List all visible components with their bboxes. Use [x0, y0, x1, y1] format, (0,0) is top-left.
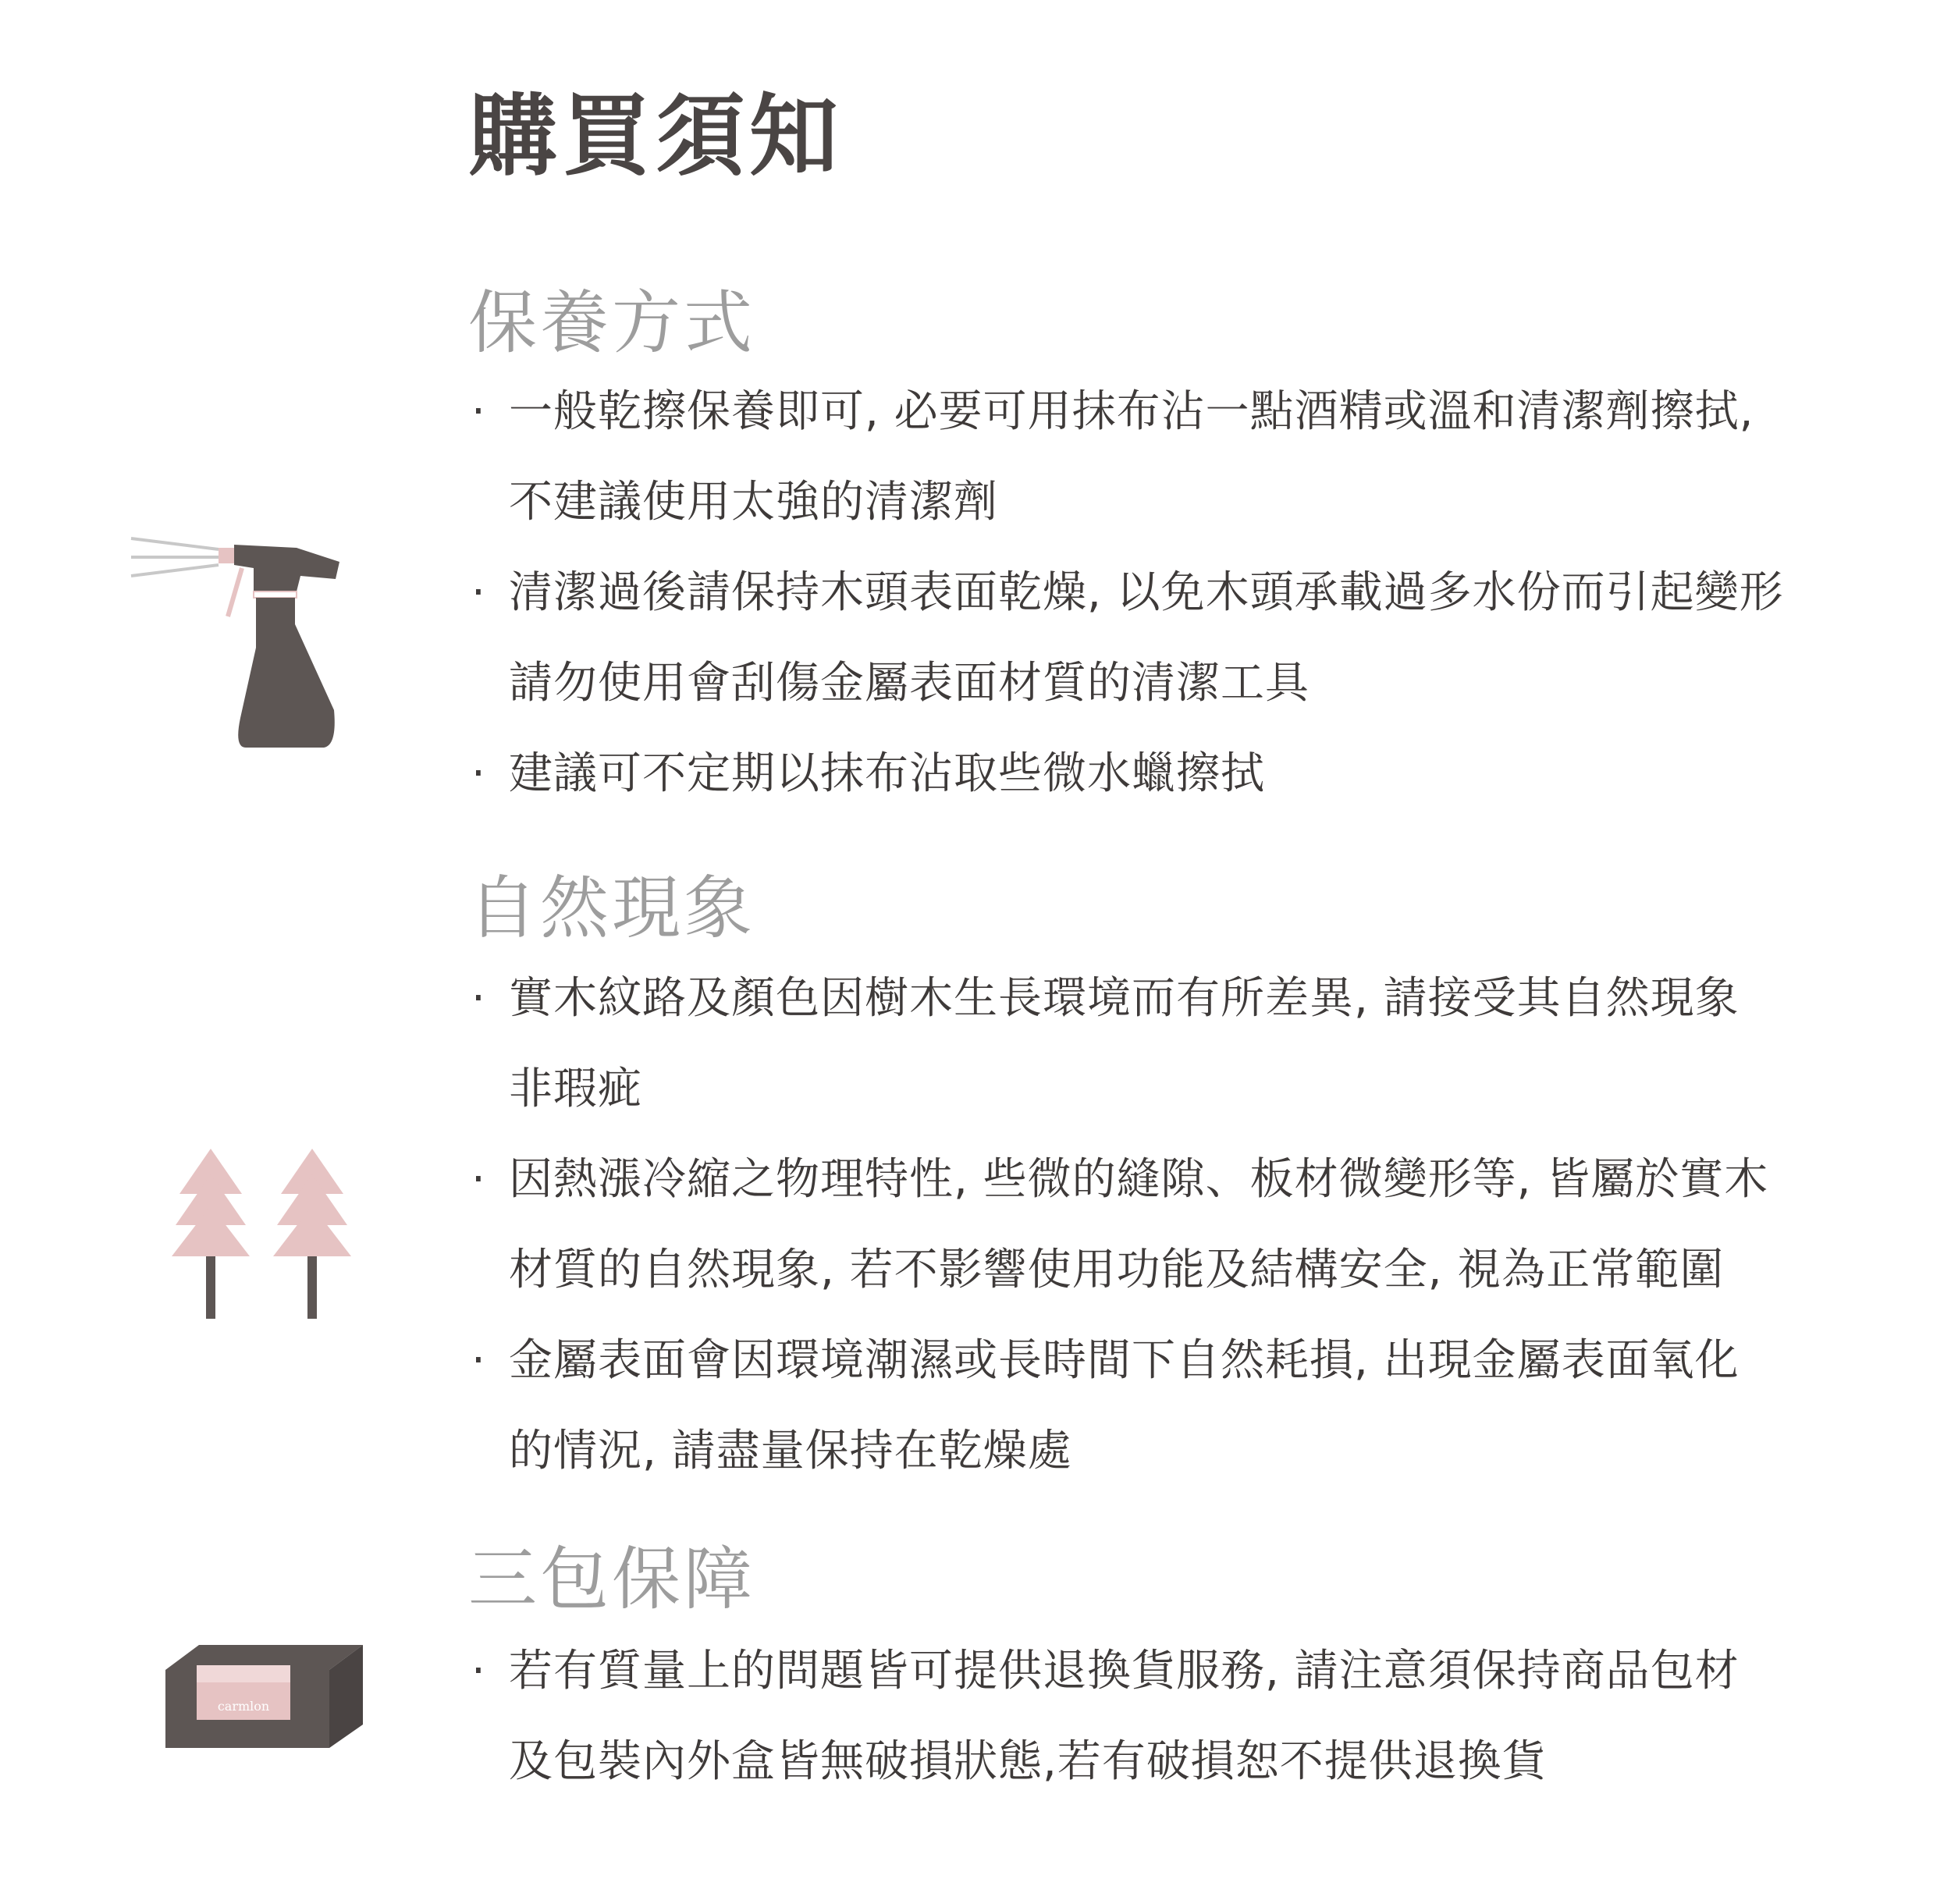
list-item: [471, 729, 1784, 819]
tree-right: [273, 1149, 351, 1319]
bullet-dot: ·: [471, 1335, 486, 1386]
list-item-line: 清潔過後請保持木頭表面乾燥, 以免木頭承載過多水份而引起變形: [509, 567, 1784, 618]
spray-body: [238, 598, 335, 748]
list-item-line: 實木紋路及顏色因樹木生長環境而有所差異, 請接受其自然現象: [509, 973, 1740, 1024]
bullet-dot: ·: [471, 567, 486, 618]
list-item: [471, 1135, 1768, 1316]
list-item-line: 一般乾擦保養即可, 必要可用抹布沾一點酒精或溫和清潔劑擦拭,: [509, 386, 1754, 437]
nature-list: [471, 954, 1768, 1497]
spray-collar: [254, 591, 297, 598]
list-item-line: 非瑕疵: [509, 1064, 642, 1114]
spray-trigger: [228, 568, 242, 616]
list-item: [471, 1316, 1768, 1497]
list-item-line: 不建議使用太強的清潔劑: [509, 477, 998, 528]
spray-nozzle-tip: [219, 548, 236, 563]
care-list: [471, 367, 1784, 819]
bullet-dot: ·: [471, 748, 486, 799]
box-label-flap: [197, 1665, 290, 1682]
list-item-line: 若有質量上的問題皆可提供退換貨服務, 請注意須保持商品包材: [509, 1646, 1740, 1696]
list-item: [471, 367, 1784, 548]
spray-line-top: [131, 538, 219, 549]
list-item-line: 的情況, 請盡量保持在乾燥處: [509, 1426, 1072, 1476]
list-item: [471, 1626, 1740, 1807]
spray-trigger-head: [234, 545, 339, 591]
box-label-text: carmlon: [217, 1699, 270, 1714]
list-item-line: 及包裝內外盒皆無破損狀態,若有破損恕不提供退換貨: [509, 1736, 1547, 1787]
list-item-line: 金屬表面會因環境潮濕或長時間下自然耗損, 出現金屬表面氧化: [509, 1335, 1740, 1386]
trees-icon: [156, 1139, 375, 1327]
section-heading-care: 保養方式: [468, 282, 756, 363]
list-item-line: 請勿使用會刮傷金屬表面材質的清潔工具: [509, 658, 1310, 709]
spray-line-bottom: [131, 565, 219, 576]
list-item-line: 材質的自然現象, 若不影響使用功能及結構安全, 視為正常範圍: [509, 1245, 1725, 1295]
bullet-dot: ·: [471, 973, 486, 1024]
list-item-line: 因熱漲冷縮之物理特性, 些微的縫隙、板材微變形等, 皆屬於實木: [509, 1154, 1769, 1205]
list-item-line: 建議可不定期以抹布沾取些微水蠟擦拭: [509, 748, 1265, 799]
tree-left: [172, 1149, 250, 1319]
list-item: [471, 548, 1784, 729]
section-heading-warranty: 三包保障: [468, 1539, 756, 1619]
box-icon: [156, 1639, 375, 1756]
section-heading-nature: 自然現象: [468, 868, 756, 948]
page-title: 購買須知: [468, 84, 844, 188]
warranty-list: [471, 1626, 1740, 1807]
bullet-dot: ·: [471, 1154, 486, 1205]
bullet-dot: ·: [471, 1646, 486, 1696]
list-item: [471, 954, 1768, 1135]
spray-bottle-icon: [125, 531, 359, 757]
bullet-dot: ·: [471, 386, 486, 437]
